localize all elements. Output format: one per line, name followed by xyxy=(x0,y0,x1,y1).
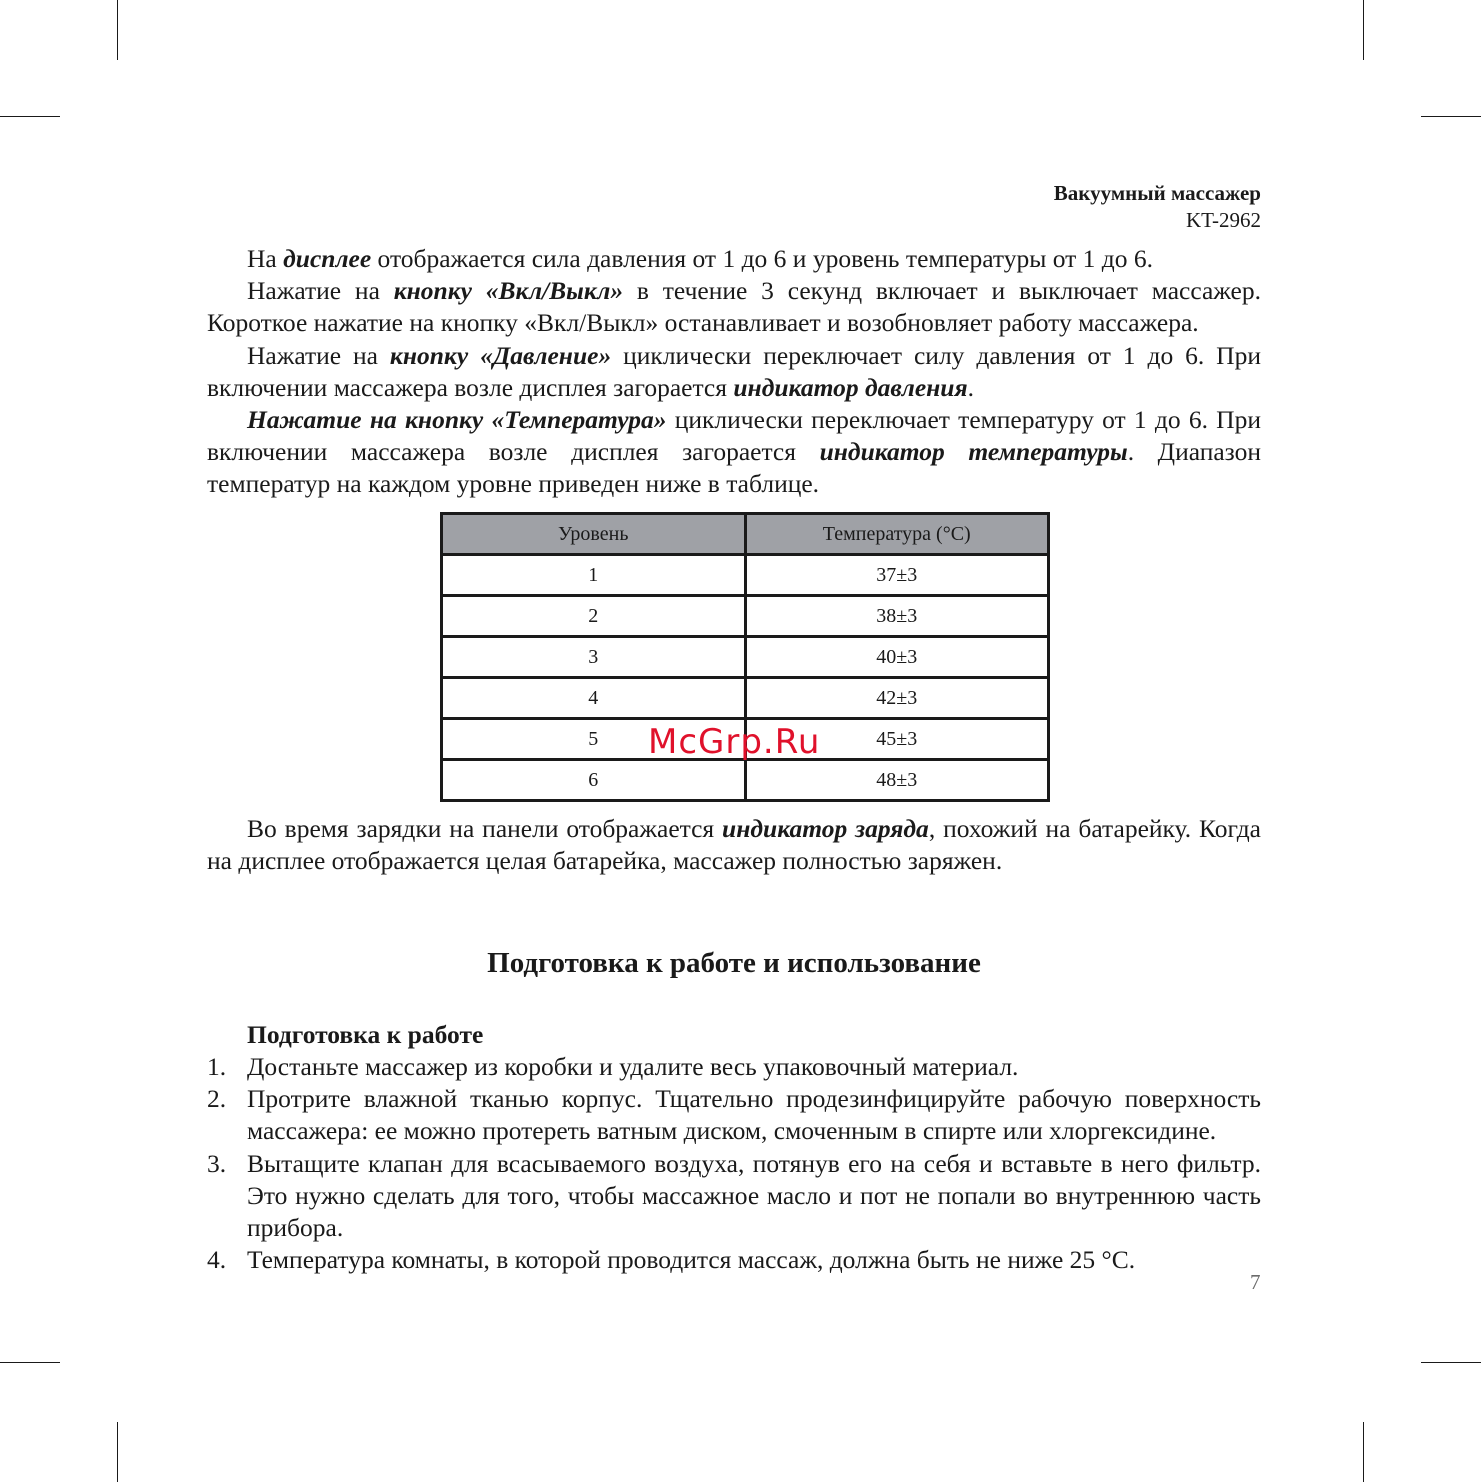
crop-mark xyxy=(1363,1422,1364,1482)
cell-level: 2 xyxy=(442,595,746,636)
preparation-steps xyxy=(207,1051,1261,1276)
crop-mark xyxy=(117,1422,118,1482)
watermark: McGrp.Ru xyxy=(648,722,821,762)
cell-temperature: 38±3 xyxy=(745,595,1049,636)
emphasis-pressure-button: кнопку «Давление» xyxy=(389,340,612,370)
subsection-title: Подготовка к работе xyxy=(247,1020,484,1050)
step-text: Достаньте массажер из коробки и удалите весь упаковочный материал. xyxy=(247,1052,1019,1082)
step-number: 3. xyxy=(207,1148,227,1178)
paragraph-temperature: Нажатие на кнопку «Температура» циклически переключает температуру от 1 до 6. При включении массажера возле дисплея загорается индикатор температуры. Диапазон температур на каждом уровне приведен ниже в таблице. xyxy=(207,405,1261,499)
emphasis-temperature-indicator: индикатор температуры xyxy=(819,437,1128,467)
paragraph-display: На дисплее отображается сила давления от 1 до 6 и уровень температуры от 1 до 6. xyxy=(247,244,1153,273)
crop-mark xyxy=(1363,0,1364,60)
cell-temperature: 40±3 xyxy=(745,636,1049,677)
table-row xyxy=(442,636,1049,677)
table-row xyxy=(442,759,1049,800)
cell-level: 5 xyxy=(442,718,746,759)
cell-level: 1 xyxy=(442,554,746,595)
table-row xyxy=(442,677,1049,718)
paragraph-charge: Во время зарядки на панели отображается индикатор заряда, похожий на батарейку. Когда на дисплее отображается целая батарейка, массажер полностью заряжен. xyxy=(207,813,1261,875)
paragraph-pressure: Нажатие на кнопку «Давление» циклически переключает силу давления от 1 до 6. При включении массажера возле дисплея загорается индикатор давления. xyxy=(207,340,1261,402)
crop-mark xyxy=(1421,1362,1481,1363)
cell-level: 6 xyxy=(442,759,746,800)
table-row xyxy=(442,554,1049,595)
table-header-row xyxy=(442,513,1049,554)
cell-temperature: 37±3 xyxy=(745,554,1049,595)
emphasis-display: дисплее xyxy=(283,244,372,273)
step-number: 4. xyxy=(207,1245,227,1275)
cell-level: 3 xyxy=(442,636,746,677)
list-item xyxy=(207,1244,1261,1276)
cell-temperature: 45±3 xyxy=(745,718,1049,759)
step-number: 1. xyxy=(207,1052,227,1082)
product-title: Вакуумный массажер xyxy=(1053,181,1261,205)
crop-mark xyxy=(117,0,118,60)
column-header-temperature: Температура (°С) xyxy=(745,513,1049,554)
list-item xyxy=(207,1051,1261,1083)
emphasis-temperature-button: Нажатие на кнопку «Температура» xyxy=(247,405,667,435)
step-text: Вытащите клапан для всасываемого воздуха, потянув его на себя и вставьте в него фильтр. Это нужно сделать для того, чтобы массажное масло и пот не попали во внутреннюю часть прибора. xyxy=(247,1148,1261,1243)
crop-mark xyxy=(0,116,60,117)
column-header-level: Уровень xyxy=(442,513,746,554)
page-number: 7 xyxy=(1250,1270,1261,1294)
crop-mark xyxy=(1421,116,1481,117)
cell-level: 4 xyxy=(442,677,746,718)
emphasis-onoff-button: кнопку «Вкл/Выкл» xyxy=(393,276,624,306)
crop-mark xyxy=(0,1362,60,1363)
paragraph-onoff: Нажатие на кнопку «Вкл/Выкл» в течение 3 секунд включает и выключает массажер. Короткое нажатие на кнопку «Вкл/Выкл» останавливает и возобновляет работу массажера. xyxy=(207,276,1261,338)
running-header xyxy=(1054,180,1261,234)
cell-temperature: 42±3 xyxy=(745,677,1049,718)
cell-temperature: 48±3 xyxy=(745,759,1049,800)
step-text: Протрите влажной тканью корпус. Тщательно продезинфицируйте рабочую поверхность массажера: ее можно протереть ватным диском, смоченным в спирте или хлоргексидине. xyxy=(247,1084,1261,1146)
product-model: KT-2962 xyxy=(1185,208,1261,232)
list-item xyxy=(207,1148,1261,1245)
list-item xyxy=(207,1083,1261,1147)
emphasis-pressure-indicator: индикатор давления xyxy=(733,372,968,402)
step-number: 2. xyxy=(207,1084,227,1114)
emphasis-charge-indicator: индикатор заряда xyxy=(722,813,929,843)
section-title: Подготовка к работе и использование xyxy=(487,947,981,980)
step-text: Температура комнаты, в которой проводится массаж, должна быть не ниже 25 °C. xyxy=(247,1245,1136,1275)
table-row xyxy=(442,595,1049,636)
